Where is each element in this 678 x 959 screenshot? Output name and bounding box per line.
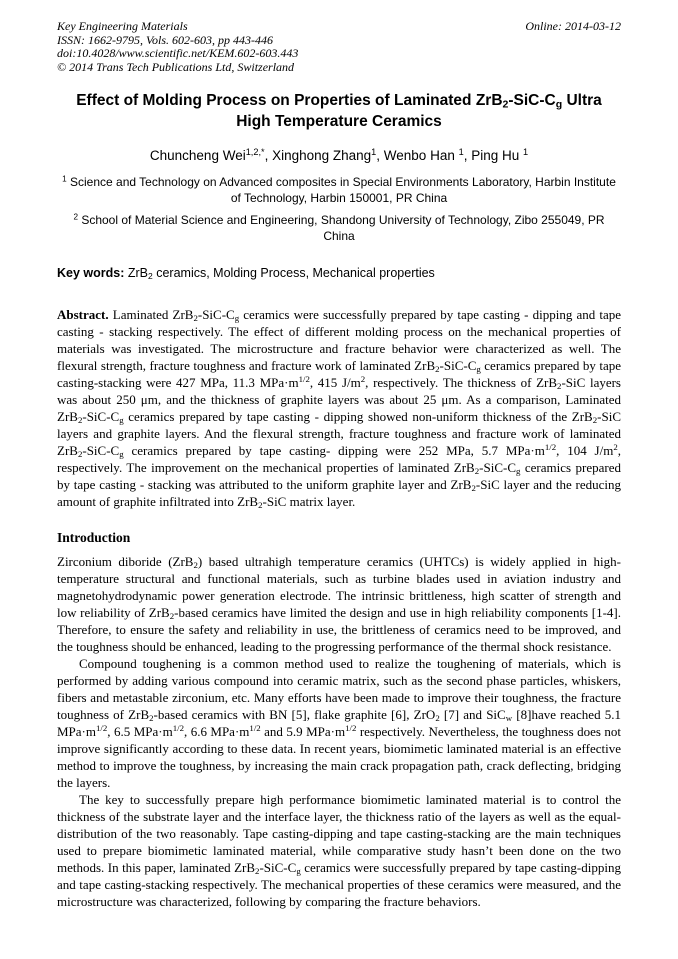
keywords-label: Key words:	[57, 266, 125, 280]
journal-copyright-line: © 2014 Trans Tech Publications Ltd, Switzerland	[57, 59, 295, 74]
abstract-paragraph	[57, 306, 621, 510]
authors-line: Chuncheng Wei$^{1,2,*}$, Xinghong Zhang$^1$, Wenbo Han $^1$, Ping Hu $^1$	[149, 146, 529, 163]
keywords-text: ZrB$_2$ ceramics, Molding Process, Mechanical properties	[127, 266, 435, 282]
keywords-line	[57, 265, 621, 281]
journal-header	[57, 20, 621, 74]
abstract-label: Abstract.	[57, 307, 109, 322]
section-heading-introduction: Introduction	[57, 530, 131, 545]
journal-name: Key Engineering Materials	[57, 19, 188, 33]
paper-title: Effect of Molding Process on Properties of Laminated $ZrB_2-SiC-C_g$ Ultra High Temperature Ceramics	[76, 92, 602, 130]
intro-paragraph-3: The key to successfully prepare high performance biomimetic laminated material is to control the thickness of the substrate layer and the interface layer, the thickness ratio of the layers as well as the equal-distribution of the two reasonably. Tape casting-dipping and tape casting-stacking are the main techniques used to prepare biomimetic laminated material, while comparative study hasn’t been done on the two methods. In this paper, laminated $ZrB_2-SiC-C_g$ ceramics were successfully prepared by tape casting-dipping and tape casting-stacking respectively. The mechanical properties of these ceramics were measured, and the microstructure was characterized, following by comparing the fracture behaviors.	[57, 792, 621, 909]
journal-info-block	[57, 20, 298, 74]
intro-paragraph-2: Compound toughening is a common method used to realize the toughening of materials, which is performed by adding various compound into ceramic matrix, such as the second phase particles, whiskers, fibers and metastable zirconium, etc. Many efforts have been made to improve their toughness, the fracture toughness of ZrB$_2$-based ceramics with BN [5], flake graphite [6], ZrO$_2$ [7] and SiC$_w$ [8]have reached 5.1 $MPa\cdot m^{1/2}$, 6.5 $MPa\cdot m^{1/2}$, 6.6 $MPa\cdot m^{1/2}$ and 5.9 $MPa\cdot m^{1/2}$ respectively. Nevertheless, the toughness does not improve significantly according to these data. In recent years, biomimetic laminated material is an effective method to improve the toughness, by increasing the main crack propagation path, crack deflecting, bridging the layers.	[57, 656, 622, 790]
affiliation-2: $^2$ School of Material Science and Engineering, Shandong University of Technology, Zibo 255049, PR China	[73, 212, 605, 243]
intro-paragraph-1: Zirconium diboride (ZrB$_2$) based ultrahigh temperature ceramics (UHTCs) is widely applied in high-temperature structural and functional materials, such as turbine blades used in aviation industry and magnetohydrodynamic power generation electrode. The intrinsic brittleness, high scatter of strength and low reliability of ZrB$_2$-based ceramics have limited the design and use in high reliability components [1-4]. Therefore, to ensure the safety and reliability in use, the brittleness of ceramics need to be improved, and the toughness should be enhanced, leading to the progressing performance of the thermal shock resistance.	[57, 554, 621, 654]
abstract-text: Laminated $ZrB_2-SiC-C_g$ ceramics were successfully prepared by tape casting - dipping and tape casting - stacking respectively. The effect of different molding process on the mechanical properties of materials was investigated. The microstructure and fracture behavior were characterized as well. The flexural strength, fracture toughness and fracture work of laminated $ZrB_2-SiC-C_g$ ceramics prepared by tape casting-stacking were 427 MPa, 11.3 $MPa\cdot m^{1/2}$, 415 $J/m^2$, respectively. The thickness of ZrB$_2$-SiC layers was about 250 μm, and the thickness of graphite layers was about 25 μm. As a comparison, Laminated $ZrB_2-SiC-C_g$ ceramics prepared by tape casting - dipping showed non-uniform thickness of the ZrB$_2$-SiC layers and graphite layers. And the flexural strength, fracture toughness and fracture work of laminated $ZrB_2-SiC-C_g$ ceramics prepared by tape casting- dipping were 252 MPa, 5.7 $MPa\cdot m^{1/2}$, 104 $J/m^2$, respectively. The improvement on the mechanical properties of laminated $ZrB_2-SiC-C_g$ ceramics prepared by tape casting - stacking was attributed to the uniform graphite layer and ZrB$_2$-SiC layer and the reducing amount of graphite infiltrated into ZrB$_2$-SiC matrix layer.	[57, 307, 622, 511]
affiliation-1: $^1$ Science and Technology on Advanced composites in Special Environments Laboratory, Harbin Institute of Technology, Harbin 150001, PR China	[62, 174, 616, 205]
journal-issn-line: ISSN: 1662-9795, Vols. 602-603, pp 443-446	[57, 32, 273, 47]
online-date: Online: 2014-03-12	[525, 19, 621, 33]
journal-doi-line: doi:10.4028/www.scientific.net/KEM.602-603.443	[57, 46, 299, 60]
